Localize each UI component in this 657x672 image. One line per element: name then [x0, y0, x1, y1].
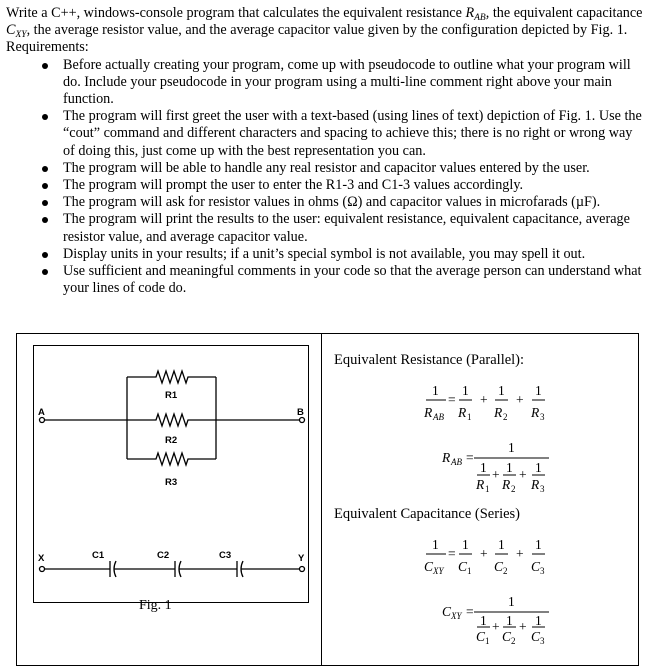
label-c2: C2 [157, 550, 170, 561]
svg-text:=: = [466, 450, 474, 465]
label-r3: R3 [165, 477, 178, 488]
terminal-a [40, 418, 45, 423]
svg-text:R: R [424, 405, 433, 420]
requirement-item: The program will print the results to the user: equivalent resistance, equivalent capacitance, average resistor value, and average capacitor value. [6, 211, 646, 245]
svg-text:C: C [442, 604, 452, 619]
svg-text:+: + [492, 467, 500, 482]
svg-text:+: + [519, 619, 527, 634]
terminal-b [300, 418, 305, 423]
capacitor-network [40, 561, 305, 577]
label-r2: R2 [165, 435, 178, 446]
svg-text:1: 1 [480, 460, 487, 475]
svg-text:2: 2 [503, 412, 508, 422]
label-c1: C1 [92, 550, 105, 561]
resistance-heading: Equivalent Resistance (Parallel): [334, 352, 525, 368]
svg-text:1: 1 [498, 383, 505, 398]
svg-text:1: 1 [485, 636, 490, 646]
label-b: B [297, 407, 304, 418]
svg-text:1: 1 [462, 383, 469, 398]
svg-text:1: 1 [535, 383, 542, 398]
resistor-r3 [127, 453, 216, 465]
svg-text:2: 2 [511, 484, 516, 494]
svg-text:3: 3 [540, 412, 545, 422]
svg-text:C: C [424, 559, 434, 574]
svg-text:C: C [494, 559, 504, 574]
svg-text:AB: AB [433, 412, 444, 422]
fraction-bars [426, 400, 549, 627]
assignment-text [6, 5, 646, 297]
formula-svg [334, 334, 634, 665]
requirement-item: The program will prompt the user to enter the R1-3 and C1-3 values accordingly. [6, 177, 646, 194]
capacitance-formula-1 [424, 537, 545, 576]
capacitance-formula-2 [442, 594, 545, 646]
svg-text:R: R [494, 405, 503, 420]
svg-text:+: + [516, 392, 524, 407]
svg-text:AB: AB [451, 457, 462, 467]
svg-text:3: 3 [540, 484, 545, 494]
svg-text:+: + [519, 467, 527, 482]
svg-text:1: 1 [506, 460, 513, 475]
svg-text:R: R [442, 450, 451, 465]
svg-text:1: 1 [432, 537, 439, 552]
requirement-item: Use sufficient and meaningful comments in your code so that the average person can understand what your lines of code do. [6, 263, 646, 297]
svg-text:+: + [480, 546, 488, 561]
terminal-y [300, 567, 305, 572]
svg-text:3: 3 [540, 566, 545, 576]
svg-text:+: + [480, 392, 488, 407]
requirement-item: Display units in your results; if a unit’s special symbol is not available, you may spell it out. [6, 246, 646, 263]
label-y: Y [298, 553, 305, 564]
svg-text:1: 1 [535, 537, 542, 552]
figure-caption: Fig. 1 [139, 598, 172, 613]
requirement-item: Before actually creating your program, come up with pseudocode to outline what your program will do. Include your pseudocode in your program using a multi-line comment right above your main function. [6, 57, 646, 109]
svg-text:=: = [448, 546, 456, 561]
capacitance-heading: Equivalent Capacitance (Series) [334, 506, 521, 522]
svg-text:1: 1 [535, 460, 542, 475]
svg-text:1: 1 [467, 412, 472, 422]
terminal-x [40, 567, 45, 572]
svg-text:2: 2 [503, 566, 508, 576]
label-x: X [38, 553, 45, 564]
svg-text:C: C [531, 629, 541, 644]
resistance-formula-2 [441, 440, 545, 494]
circuit-diagram [33, 345, 309, 603]
svg-text:R: R [502, 477, 511, 492]
svg-text:R: R [531, 405, 540, 420]
svg-text:C: C [502, 629, 512, 644]
label-c3: C3 [219, 550, 232, 561]
requirement-item: The program will first greet the user with a text-based (using lines of text) depiction of Fig. 1. Use the “cout” command and different characters and spacing to achieve this; there is no right or wrong way of doing this, just come up with the best representation you can. [6, 108, 646, 160]
svg-text:2: 2 [511, 636, 516, 646]
svg-text:XY: XY [451, 611, 462, 621]
svg-text:XY: XY [433, 566, 444, 576]
svg-text:1: 1 [508, 594, 515, 609]
equations-panel [334, 334, 634, 665]
svg-text:+: + [516, 546, 524, 561]
label-r1: R1 [165, 390, 178, 401]
svg-text:1: 1 [485, 484, 490, 494]
svg-text:1: 1 [508, 440, 515, 455]
resistor-r1 [127, 371, 216, 383]
svg-text:C: C [458, 559, 468, 574]
circuit-svg [34, 346, 310, 604]
figure-table [16, 333, 639, 666]
svg-text:+: + [492, 619, 500, 634]
svg-text:C: C [531, 559, 541, 574]
resistance-formula-1 [423, 383, 545, 422]
svg-text:C: C [476, 629, 486, 644]
circuit-labels [38, 390, 305, 564]
requirement-item: The program will ask for resistor values in ohms (Ω) and capacitor values in microfarads (µF). [6, 194, 646, 211]
requirement-item: The program will be able to handle any real resistor and capacitor values entered by the user. [6, 160, 646, 177]
svg-text:1: 1 [462, 537, 469, 552]
svg-text:=: = [448, 392, 456, 407]
label-a: A [38, 407, 45, 418]
resistor-r2 [127, 414, 216, 426]
svg-text:1: 1 [467, 566, 472, 576]
resistor-network [40, 371, 305, 465]
svg-text:=: = [466, 604, 474, 619]
requirements-label: Requirements: [6, 39, 89, 56]
svg-text:1: 1 [506, 613, 513, 628]
svg-text:1: 1 [498, 537, 505, 552]
svg-text:1: 1 [480, 613, 487, 628]
intro-paragraph: Write a C++, windows-console program that calculates the equivalent resistance $R_{AB}$, the equivalent capacitance $C_{XY}$, the average resistor value, and the average capacitor value given by the configuration depicted by Fig. 1. [6, 5, 643, 41]
svg-text:R: R [476, 477, 485, 492]
svg-text:3: 3 [540, 636, 545, 646]
requirements-list [6, 57, 646, 298]
table-divider [321, 334, 322, 665]
svg-text:R: R [531, 477, 540, 492]
svg-text:1: 1 [432, 383, 439, 398]
svg-text:1: 1 [535, 613, 542, 628]
svg-text:R: R [458, 405, 467, 420]
